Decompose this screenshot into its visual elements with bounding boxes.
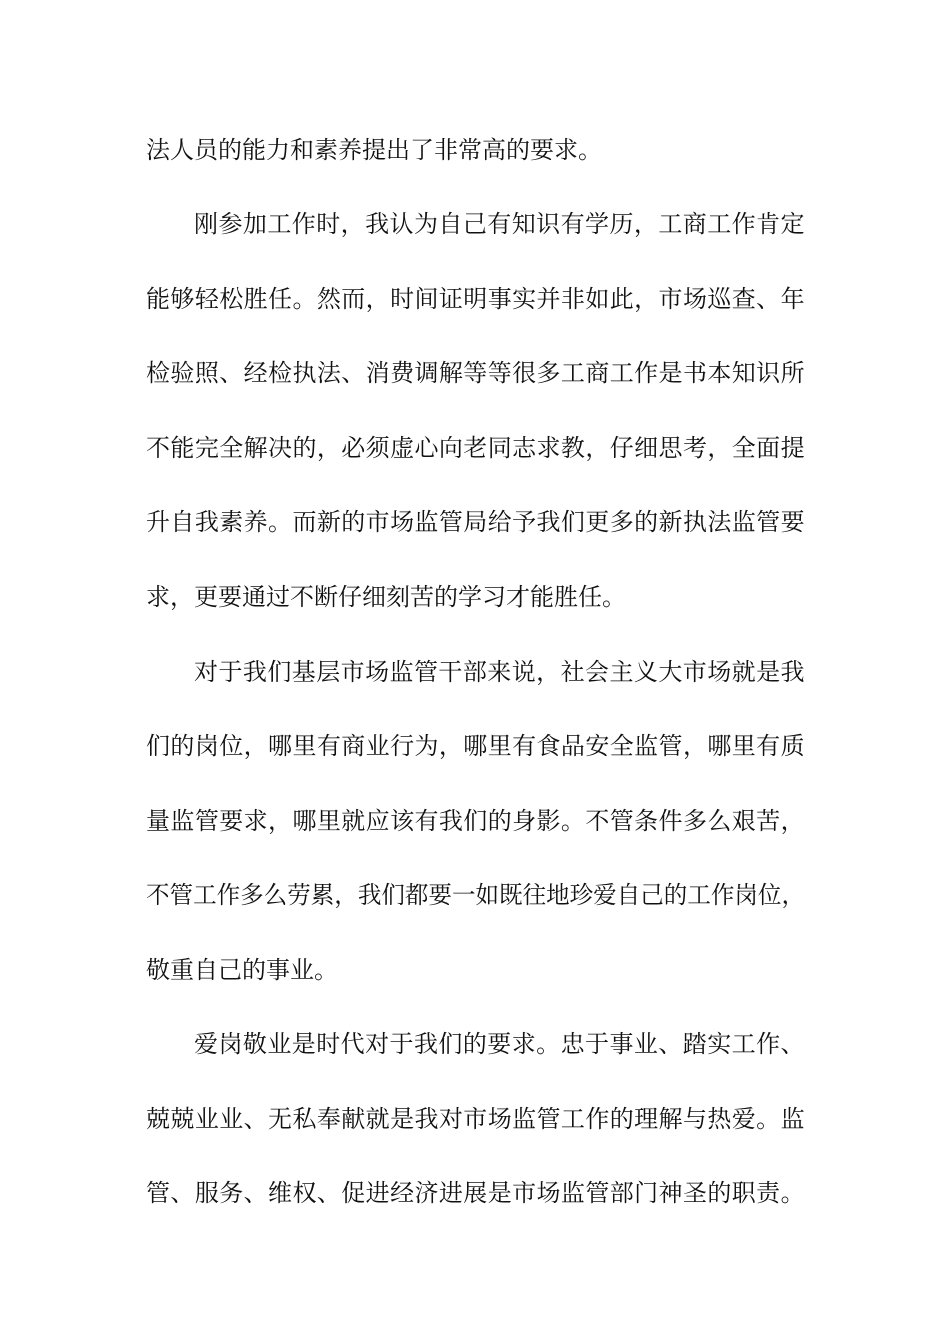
text-line: 刚参加工作时，我认为自己有知识有学历，工商工作肯定 <box>194 210 805 238</box>
text-line: 能够轻松胜任。然而，时间证明事实并非如此，市场巡查、年 <box>146 285 805 313</box>
text-line: 求，更要通过不断仔细刻苦的学习才能胜任。 <box>146 583 626 611</box>
text-line: 爱岗敬业是时代对于我们的要求。忠于事业、踏实工作、 <box>194 1030 805 1058</box>
text-line: 量监管要求，哪里就应该有我们的身影。不管条件多么艰苦， <box>146 807 805 835</box>
text-line: 不管工作多么劳累，我们都要一如既往地珍爱自己的工作岗位， <box>146 881 805 909</box>
text-line: 升自我素养。而新的市场监管局给予我们更多的新执法监管要 <box>146 508 805 536</box>
text-line: 对于我们基层市场监管干部来说，社会主义大市场就是我 <box>194 658 805 686</box>
text-line: 法人员的能力和素养提出了非常高的要求。 <box>146 136 602 164</box>
text-line: 不能完全解决的，必须虚心向老同志求教，仔细思考，全面提 <box>146 434 805 462</box>
text-line: 管、服务、维权、促进经济进展是市场监管部门神圣的职责。 <box>146 1179 805 1207</box>
text-line: 敬重自己的事业。 <box>146 956 338 984</box>
text-line: 兢兢业业、无私奉献就是我对市场监管工作的理解与热爱。监 <box>146 1105 805 1133</box>
text-line: 们的岗位，哪里有商业行为，哪里有食品安全监管，哪里有质 <box>146 732 805 760</box>
text-line: 检验照、经检执法、消费调解等等很多工商工作是书本知识所 <box>146 359 805 387</box>
